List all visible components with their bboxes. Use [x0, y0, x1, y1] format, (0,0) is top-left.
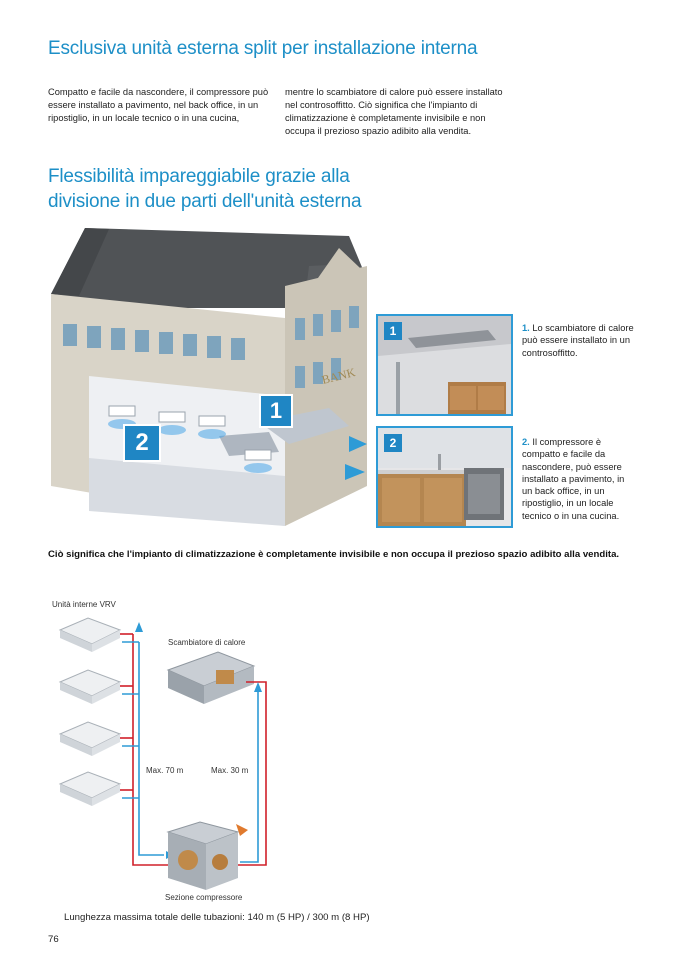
photo-2-number: 2 — [384, 434, 402, 452]
heat-exchanger-label: Scambiatore di calore — [168, 638, 246, 647]
photo-kitchen — [376, 426, 513, 528]
summary-statement: Ciò significa che l'impianto di climatizzazione è completamente invisibile e non occupa il prezioso spazio adibito alla vendita. — [48, 549, 620, 560]
compressor-unit — [168, 822, 248, 890]
indoor-unit-2 — [60, 670, 120, 704]
badge-compressor: 2 — [123, 424, 161, 462]
photo-1-caption-text: Lo scambiatore di calore può essere installato in un controsoffitto. — [522, 323, 634, 358]
bank-sign: BANK — [320, 365, 357, 387]
photo-1-caption-number: 1. — [522, 323, 530, 333]
photo-2-caption-text: Il compressore è compatto e facile da nascondere, può essere installato a pavimento, in un back office, in un ripostiglio, in un locale tecnico o in una cucina. — [522, 437, 625, 521]
indoor-units-label: Unità interne VRV — [52, 600, 116, 609]
max-length-exchanger-label: Max. 30 m — [211, 766, 249, 775]
heat-exchanger-unit — [168, 652, 254, 704]
photo-1-number: 1 — [384, 322, 402, 340]
piping-diagram — [40, 600, 300, 900]
max-length-indoor-label: Max. 70 m — [146, 766, 184, 775]
page-title: Esclusiva unità esterna split per installazione interna — [48, 38, 478, 59]
intro-column-2: mentre lo scambiatore di calore può essere installato nel controsoffitto. Ciò significa che l'impianto di climatizzazione è completamente invisibile e non occupa il prezioso spazio adibito alla vendita. — [285, 87, 503, 136]
badge-heat-exchanger: 1 — [259, 394, 293, 428]
indoor-unit-1 — [60, 618, 120, 652]
section-title: Flessibilità impareggiabile grazie alla divisione in due parti dell'unità esterna — [48, 166, 362, 212]
intro-column-1: Compatto e facile da nascondere, il compressore può essere installato a pavimento, nel back office, in un ripostiglio, in un locale tecnico o in una cucina, — [48, 87, 269, 123]
building-illustration — [49, 226, 367, 526]
max-piping-length: Lunghezza massima totale delle tubazioni: 140 m (5 HP) / 300 m (8 HP) — [64, 912, 370, 923]
indoor-unit-3 — [60, 722, 120, 756]
indoor-unit-4 — [60, 772, 120, 806]
photo-2-caption-number: 2. — [522, 437, 530, 447]
photo-2-caption — [522, 436, 634, 522]
photo-ceiling — [376, 314, 513, 416]
photo-1-caption — [522, 322, 634, 359]
compressor-section-label: Sezione compressore — [165, 893, 243, 902]
page-number: 76 — [48, 934, 59, 945]
